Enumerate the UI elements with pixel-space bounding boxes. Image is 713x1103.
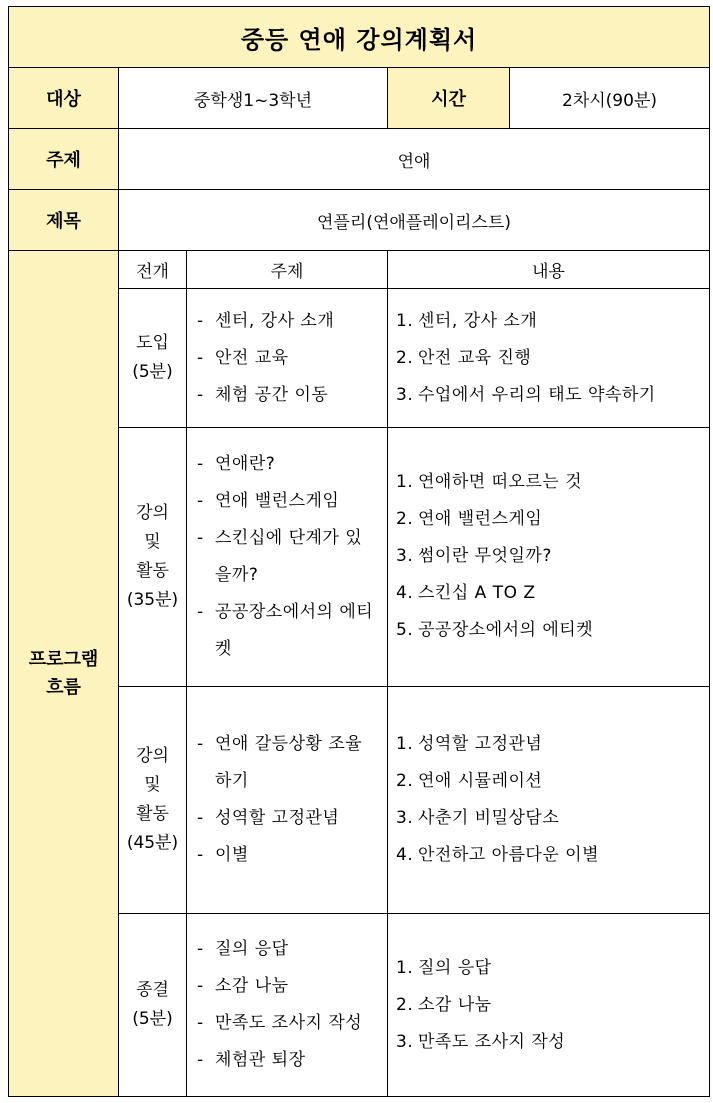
content-header: 내용 — [388, 251, 710, 289]
phase-contents — [388, 289, 710, 428]
program-flow-label-line2: 흐름 — [46, 676, 81, 698]
content-item: 3. 사춘기 비밀상담소 — [396, 808, 560, 828]
time-label: 시간 — [388, 68, 510, 129]
content-item: 1. 센터, 강사 소개 — [396, 310, 538, 331]
content-item: 2. 소감 나눔 — [396, 994, 492, 1015]
topic-item: - 체험 공간 이동 — [195, 377, 379, 414]
program-flow-label — [9, 251, 119, 1097]
topic-item: - 연애란? — [195, 446, 379, 483]
content-item: 3. 수업에서 우리의 태도 약속하기 — [396, 384, 656, 405]
subject-label: 주제 — [9, 129, 119, 190]
topic-item: - 체험관 퇴장 — [195, 1042, 379, 1079]
content-item: 3. 만족도 조사지 작성 — [396, 1031, 566, 1052]
phase-name: 도입 (5분) — [119, 289, 187, 428]
phase-name: 강의 및 활동 (35분) — [119, 428, 187, 687]
topic-header: 주제 — [187, 251, 388, 289]
subject-value: 연애 — [119, 129, 710, 190]
content-item: 2. 연애 시뮬레이션 — [396, 771, 543, 791]
program-flow-label-line1: 프로그램 — [28, 648, 99, 670]
topic-item: - 만족도 조사지 작성 — [195, 1005, 379, 1042]
content-item: 5. 공공장소에서의 에티켓 — [396, 620, 594, 640]
topic-item: - 연애 갈등상황 조율하기 — [195, 726, 379, 800]
target-value: 중학생1~3학년 — [119, 68, 388, 129]
topic-item: - 연애 밸런스게임 — [195, 483, 379, 520]
topic-item: - 성역할 고정관념 — [195, 800, 379, 837]
phase-topics — [187, 289, 388, 428]
content-item: 4. 안전하고 아름다운 이별 — [396, 845, 600, 865]
phase-contents — [388, 687, 710, 914]
topic-item: - 이별 — [195, 837, 379, 874]
topic-item: - 안전 교육 — [195, 340, 379, 377]
name-value: 연플리(연애플레이리스트) — [119, 190, 710, 251]
content-item: 1. 질의 응답 — [396, 957, 492, 978]
lesson-plan-table — [8, 6, 710, 1097]
topic-item: - 질의 응답 — [195, 931, 379, 968]
time-value: 2차시(90분) — [510, 68, 710, 129]
phase-topics — [187, 914, 388, 1097]
topic-item: - 소감 나눔 — [195, 968, 379, 1005]
name-label: 제목 — [9, 190, 119, 251]
phase-contents — [388, 914, 710, 1097]
phase-name: 종결 (5분) — [119, 914, 187, 1097]
phase-topics — [187, 428, 388, 687]
document-title: 중등 연애 강의계획서 — [9, 7, 710, 68]
topic-item: - 공공장소에서의 에티켓 — [195, 594, 379, 668]
topic-item: - 스킨십에 단계가 있을까? — [195, 520, 379, 594]
topic-item: - 센터, 강사 소개 — [195, 303, 379, 340]
phase-header: 전개 — [119, 251, 187, 289]
content-item: 1. 성역할 고정관념 — [396, 734, 543, 754]
phase-contents — [388, 428, 710, 687]
content-item: 2. 연애 밸런스게임 — [396, 509, 543, 529]
content-item: 4. 스킨십 A TO Z — [396, 583, 536, 603]
content-item: 3. 썸이란 무엇일까? — [396, 546, 552, 566]
phase-name: 강의 및 활동 (45분) — [119, 687, 187, 914]
phase-topics — [187, 687, 388, 914]
target-label: 대상 — [9, 68, 119, 129]
content-item: 1. 연애하면 떠오르는 것 — [396, 472, 583, 492]
content-item: 2. 안전 교육 진행 — [396, 347, 532, 368]
